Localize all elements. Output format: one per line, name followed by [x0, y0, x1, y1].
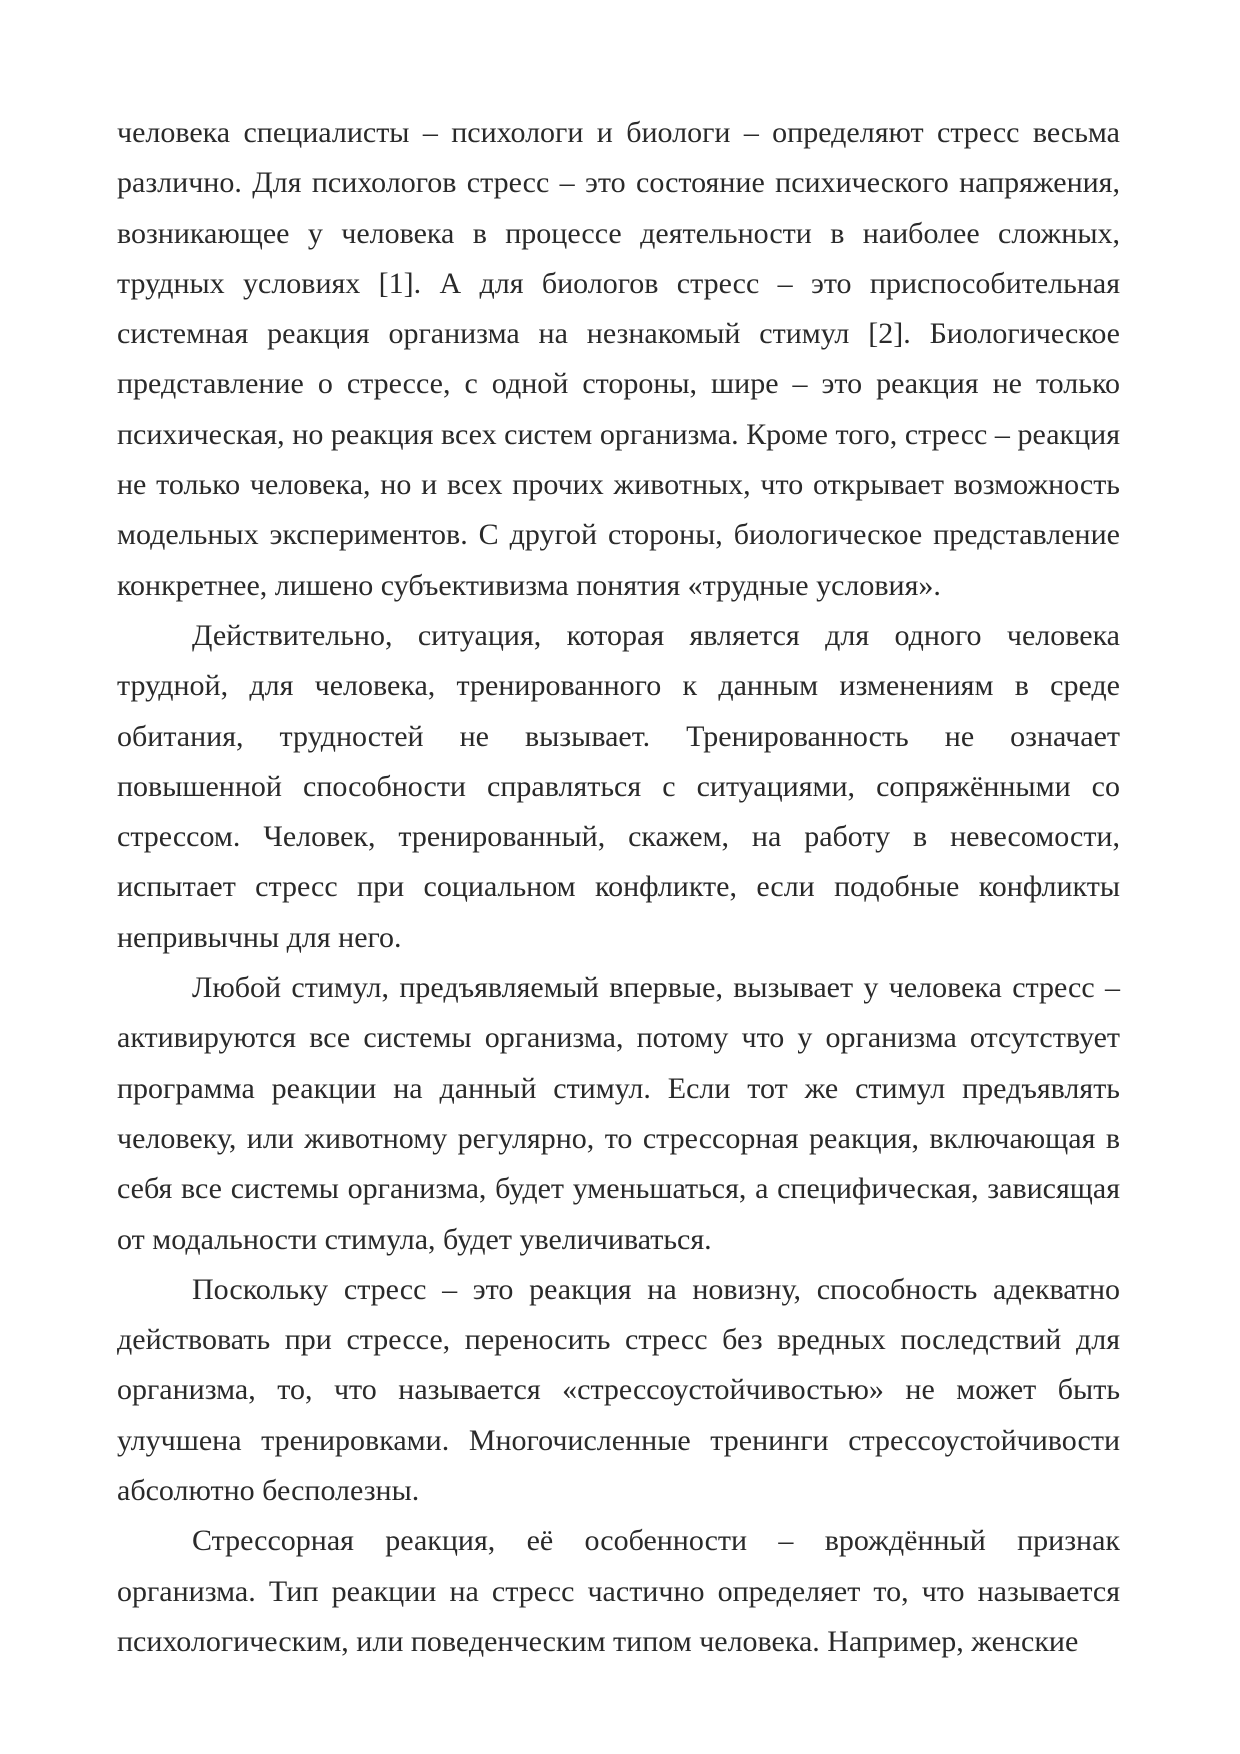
- paragraph-5: Стрессорная реакция, её особенности – врождённый признак организма. Тип реакции на стресс частично определяет то, что называется психологическим, или поведенческим типом человека. Например, женские: [117, 1524, 1120, 1658]
- paragraph-1: человека специалисты – психологи и биологи – определяют стресс весьма различно. Для психологов стресс – это состояние психического напряжения, возникающее у человека в процессе деятельности в наиболее сложных, трудных условиях [1]. А для биологов стресс – это приспособительная системная реакция организма на незнакомый стимул [2]. Биологическое представление о стрессе, с одной стороны, шире – это реакция не только психическая, но реакция всех систем организма. Кроме того, стресс – реакция не только человека, но и всех прочих животных, что открывает возможность модельных экспериментов. С другой стороны, биологическое представление конкретнее, лишено субъективизма понятия «трудные условия».: [117, 116, 1120, 602]
- body-text: [117, 108, 1120, 1667]
- paragraph-3: Любой стимул, предъявляемый впервые, вызывает у человека стресс – активируются все системы организма, потому что у организма отсутствует программа реакции на данный стимул. Если тот же стимул предъявлять человеку, или животному регулярно, то стрессорная реакция, включающая в себя все системы организма, будет уменьшаться, а специфическая, зависящая от модальности стимула, будет увеличиваться.: [117, 971, 1120, 1256]
- paragraph-4: Поскольку стресс – это реакция на новизну, способность адекватно действовать при стрессе, переносить стресс без вредных последствий для организма, то, что называется «стрессоустойчивостью» не может быть улучшена тренировками. Многочисленные тренинги стрессоустойчивости абсолютно бесполезны.: [117, 1272, 1120, 1508]
- paragraph-2: Действительно, ситуация, которая является для одного человека трудной, для человека, тренированного к данным изменениям в среде обитания, трудностей не вызывает. Тренированность не означает повышенной способности справляться с ситуациями, сопряжёнными со стрессом. Человек, тренированный, скажем, на работу в невесомости, испытает стресс при социальном конфликте, если подобные конфликты непривычны для него.: [117, 618, 1120, 954]
